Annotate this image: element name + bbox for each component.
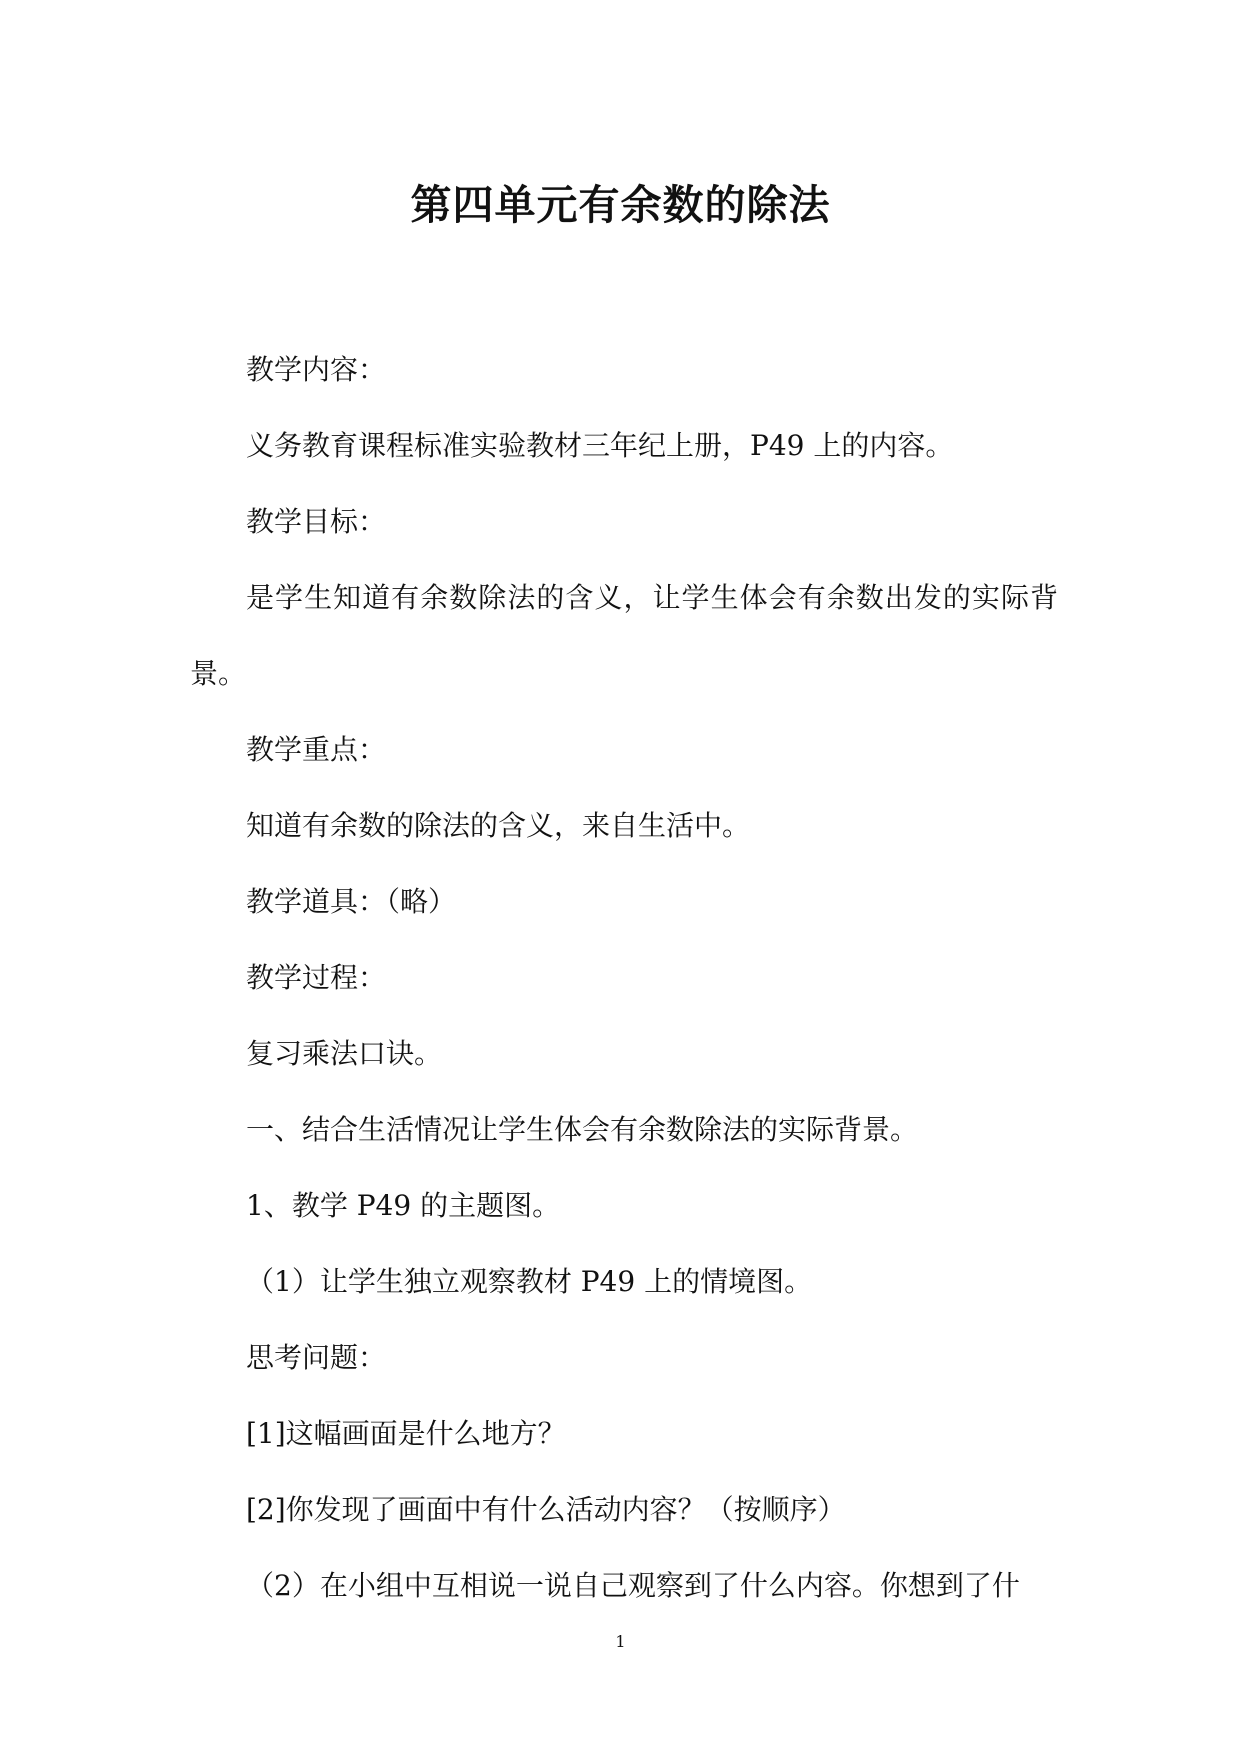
paragraph-teaching-process-heading: 教学过程： [246,961,387,994]
paragraph-subitem-two: （2）在小组中互相说一说自己观察到了什么内容。你想到了什 [246,1569,1020,1602]
paragraph-key-point-heading: 教学重点： [246,733,387,766]
paragraph-review: 复习乘法口诀。 [246,1037,443,1070]
paragraph-teaching-content-heading: 教学内容： [246,353,387,386]
page-title: 第四单元有余数的除法 [410,181,831,230]
document-body [190,332,1058,1624]
paragraph-subitem-one: （1）让学生独立观察教材 P49 上的情境图。 [246,1265,813,1298]
paragraph-section-one: 一、结合生活情况让学生体会有余数除法的实际背景。 [246,1113,919,1146]
page-number: 1 [615,1632,626,1651]
paragraph-teaching-goal: 是学生知道有余数除法的含义，让学生体会有余数出发的实际背景。 [190,581,1058,690]
paragraph-teaching-content: 义务教育课程标准实验教材三年纪上册，P49 上的内容。 [246,429,954,462]
paragraph-question-one: [1]这幅画面是什么地方？ [246,1417,566,1450]
paragraph-teaching-tools: 教学道具：（略） [246,885,457,918]
paragraph-item-one: 1、教学 P49 的主题图。 [246,1189,561,1222]
paragraph-key-point: 知道有余数的除法的含义，来自生活中。 [246,809,751,842]
paragraph-teaching-goal-heading: 教学目标： [246,505,387,538]
paragraph-question-two: [2]你发现了画面中有什么活动内容？（按顺序） [246,1493,846,1526]
paragraph-questions-heading: 思考问题： [246,1341,387,1374]
